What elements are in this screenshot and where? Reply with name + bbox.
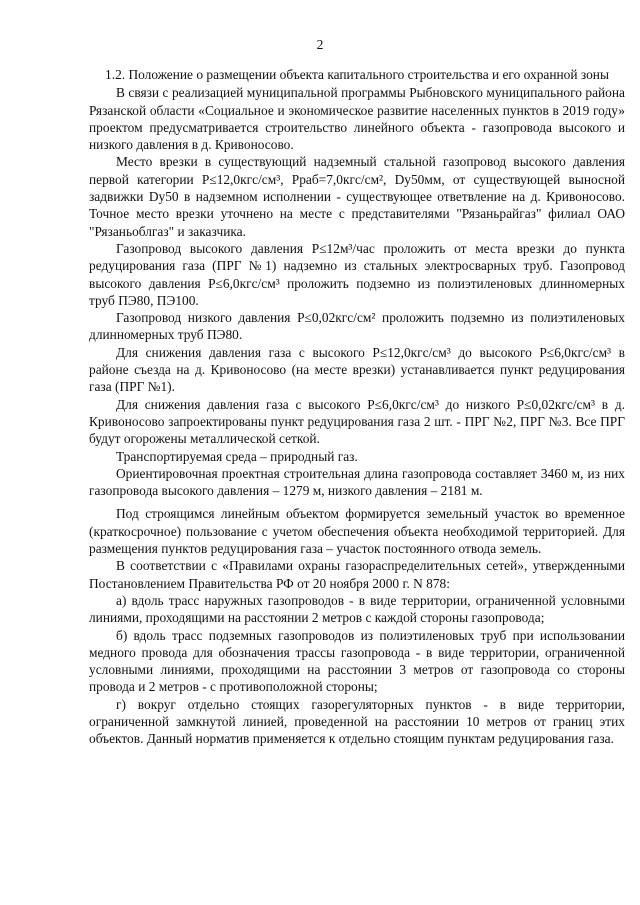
paragraph-land-plot: Под строящимся линейным объектом формируется земельный участок во временное (краткосрочное) пользование с учетом обеспечения объекта необходимой территорией. Для размещения пунктов редуцирования газа – участок постоянного отвода земель. — [89, 506, 625, 557]
paragraph-rules-intro: В соответствии с «Правилами охраны газораспределительных сетей», утвержденными Постановлением Правительства РФ от 20 ноября 2000 г. N 878: — [89, 558, 625, 591]
paragraph-rule-g: г) вокруг отдельно стоящих газорегуляторных пунктов - в виде территории, ограниченной замкнутой линией, проведенной на расстоянии 10 метров от границ этих объектов. Данный норматив применяется к отдельно стоящим пунктам редуцирования газа. — [89, 696, 625, 747]
paragraph-tie-in-point: Место врезки в существующий надземный стальной газопровод высокого давления первой категории Р≤12,0кгс/см³, Рраб=7,0кгс/см², Dy50мм, от существующей выносной задвижки Dy50 в надземном исполнении - существующее ответвление на д. Кривоносово. Точное место врезки уточнено на месте с представителями "Рязаньрайгаз" филиал ОАО "Рязаньоблгаз" и заказчика. — [89, 154, 625, 239]
document-body — [89, 66, 625, 748]
paragraph-length: Ориентировочная проектная строительная длина газопровода составляет 3460 м, из них газопровода высокого давления – 1279 м, низкого давления – 2181 м. — [89, 465, 625, 499]
paragraph-high-pressure-pipeline: Газопровод высокого давления Р≤12м³/час проложить от места врезки до пункта редуцирования газа (ПРГ №1) надземно из стальных электросварных труб. Газопровод высокого давления Р≤6,0кгс/см³ проложить подземно из полиэтиленовых длинномерных труб ПЭ80, ПЭ100. — [89, 240, 625, 308]
paragraph-rule-a: а) вдоль трасс наружных газопроводов - в виде территории, ограниченной условными линиями, проходящими на расстоянии 2 метров с каждой стороны газопровода; — [89, 592, 625, 626]
paragraph-rule-b: б) вдоль трасс подземных газопроводов из полиэтиленовых труб при использовании медного провода для обозначения трассы газопровода - в виде территории, ограниченной условными линиями, проходящими на расстоянии 3 метров от газопровода со стороны провода и 2 метров - с противоположной стороны; — [89, 627, 625, 695]
page-number: 2 — [316, 37, 324, 52]
section-heading: 1.2. Положение о размещении объекта капитального строительства и его охранной зоны — [105, 67, 609, 82]
paragraph-low-pressure-pipeline: Газопровод низкого давления Р≤0,02кгс/см² проложить подземно из полиэтиленовых длинномерных труб ПЭ80. — [89, 310, 625, 343]
paragraph-project-intro: В связи с реализацией муниципальной программы Рыбновского муниципального района Рязанской области «Социальное и экономическое развитие населенных пунктов в 2019 году» проектом предусматривается строительство линейного объекта - газопровода высокого и низкого давления в д. Кривоносово. — [89, 85, 625, 153]
paragraph-medium: Транспортируемая среда – природный газ. — [116, 448, 358, 464]
paragraph-prg-2-3: Для снижения давления газа с высокого Р≤6,0кгс/см³ до низкого Р≤0,02кгс/см³ в д. Кривоносово запроектированы пункт редуцирования газа 2 шт. - ПРГ №2, ПРГ №3. Все ПРГ будут огорожены металлической сеткой. — [89, 396, 625, 447]
paragraph-prg-1: Для снижения давления газа с высокого Р≤12,0кгс/см³ до высокого Р≤6,0кгс/см³ в районе съезда на д. Кривоносово (на месте врезки) устанавливается пункт редуцирования газа (ПРГ №1). — [89, 344, 625, 395]
